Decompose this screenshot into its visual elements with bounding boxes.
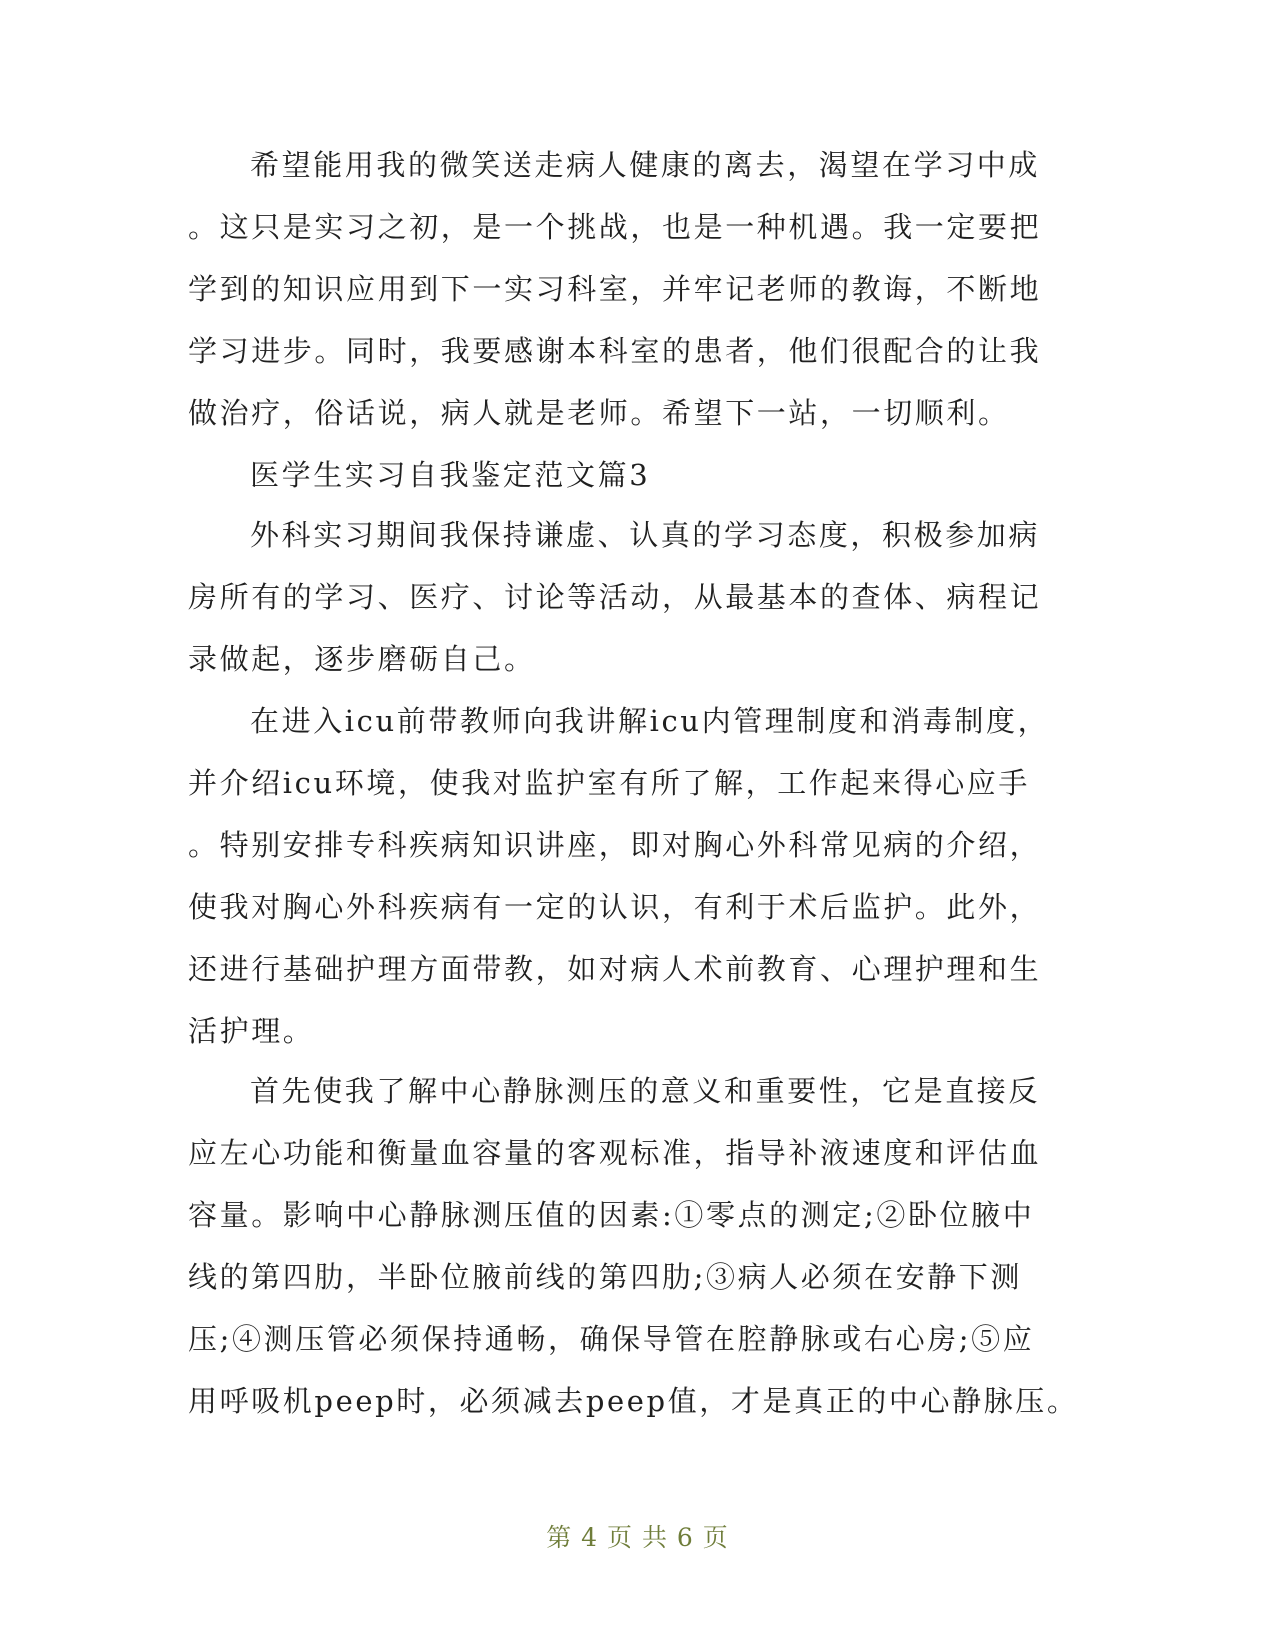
section-heading: 医学生实习自我鉴定范文篇3	[250, 458, 651, 492]
text-line: 做治疗，俗话说，病人就是老师。希望下一站，一切顺利。	[188, 396, 1010, 430]
text-line: 。这只是实习之初，是一个挑战，也是一种机遇。我一定要把	[188, 210, 1042, 244]
text-line: 首先使我了解中心静脉测压的意义和重要性，它是直接反	[250, 1074, 1041, 1108]
text-line: 线的第四肋，半卧位腋前线的第四肋;③病人必须在安静下测	[188, 1260, 1022, 1294]
text-line: 用呼吸机peep时，必须减去peep值，才是真正的中心静脉压。	[188, 1384, 1079, 1418]
page-number: 第 4 页 共 6 页	[546, 1523, 729, 1552]
text-line: 应左心功能和衡量血容量的客观标准，指导补液速度和评估血	[188, 1136, 1042, 1170]
text-line: 压;④测压管必须保持通畅，确保导管在腔静脉或右心房;⑤应	[188, 1322, 1035, 1356]
text-line: 活护理。	[188, 1014, 315, 1048]
text-line: 在进入icu前带教师向我讲解icu内管理制度和消毒制度，	[250, 704, 1050, 738]
text-line: 容量。影响中心静脉测压值的因素:①零点的测定;②卧位腋中	[188, 1198, 1035, 1232]
text-line: 并介绍icu环境，使我对监护室有所了解，工作起来得心应手	[188, 766, 1030, 800]
text-line: 还进行基础护理方面带教，如对病人术前教育、心理护理和生	[188, 952, 1042, 986]
text-line: 学习进步。同时，我要感谢本科室的患者，他们很配合的让我	[188, 334, 1042, 368]
text-line: 学到的知识应用到下一实习科室，并牢记老师的教诲，不断地	[188, 272, 1042, 306]
text-line: 外科实习期间我保持谦虚、认真的学习态度，积极参加病	[250, 518, 1041, 552]
text-line: 。特别安排专科疾病知识讲座，即对胸心外科常见病的介绍，	[188, 828, 1042, 862]
text-line: 使我对胸心外科疾病有一定的认识，有利于术后监护。此外，	[188, 890, 1042, 924]
text-line: 房所有的学习、医疗、讨论等活动，从最基本的查体、病程记	[188, 580, 1042, 614]
text-line: 希望能用我的微笑送走病人健康的离去，渴望在学习中成	[250, 148, 1041, 182]
text-line: 录做起，逐步磨砺自己。	[188, 642, 536, 676]
